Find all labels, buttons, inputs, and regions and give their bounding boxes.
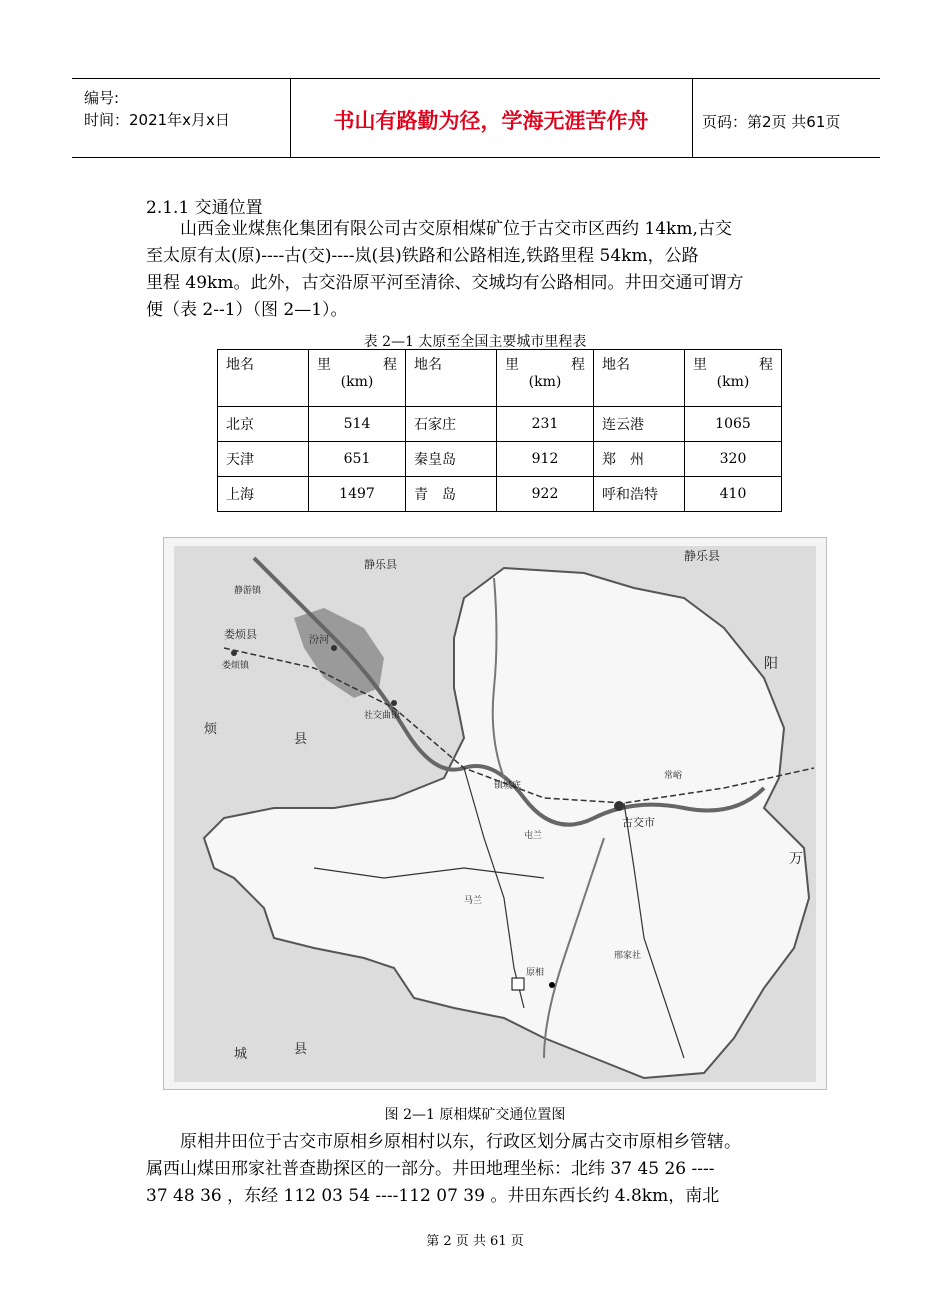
map-label-jingyou: 静游镇 — [234, 586, 262, 596]
distance-cell: 231 — [497, 407, 594, 442]
map-label-jingle-county-2: 静乐县 — [684, 549, 721, 563]
table-caption: 表 2—1 太原至全国主要城市里程表 — [363, 334, 587, 350]
header-km-unit: (km) — [528, 374, 562, 390]
map-label-xian-2: 县 — [294, 1042, 308, 1057]
map-label-fan: 烦 — [204, 722, 218, 737]
header-km-unit: (km) — [716, 374, 750, 390]
header-motto: 书山有路勤为径，学海无涯苦作舟 — [333, 109, 649, 133]
document-time-label: 时间：2021年x月x日 — [84, 111, 230, 129]
table-header-row — [218, 350, 782, 407]
map-label-loufan-town: 娄烦镇 — [222, 661, 250, 671]
mine-point-marker — [549, 982, 555, 988]
map-label-loufan-county: 娄烦县 — [224, 628, 257, 641]
distance-cell: 922 — [497, 477, 594, 512]
map-label-yuanxiang: 原相 — [526, 968, 545, 978]
map-label-cheng: 城 — [234, 1047, 248, 1062]
header-cell-km — [309, 350, 406, 407]
distance-cell: 912 — [497, 442, 594, 477]
table-row — [218, 442, 782, 477]
city-cell: 呼和浩特 — [594, 477, 685, 512]
city-cell: 秦皇岛 — [406, 442, 497, 477]
paragraph-line: 里程 49km。此外，古交沿原平河至清徐、交城均有公路相同。井田交通可谓方 — [146, 273, 744, 293]
page-footer: 第 2 页 共 61 页 — [426, 1234, 524, 1249]
header-km-right: 程 — [383, 357, 397, 373]
location-paragraph — [146, 1129, 852, 1210]
map-label-wan: 万 — [789, 851, 803, 867]
header-page-cell — [692, 79, 880, 157]
map-label-xingjiashe: 邢家社 — [614, 951, 642, 961]
paragraph-line: 原相井田位于古交市原相乡原相村以东，行政区划分属古交市原相乡管辖。 — [146, 1132, 741, 1152]
distance-cell: 651 — [309, 442, 406, 477]
header-cell-name: 地名 — [218, 350, 309, 407]
map-label-changyu: 常峪 — [664, 771, 683, 781]
town-marker — [231, 650, 237, 656]
header-page-info: 页码：第2页 共61页 — [702, 113, 841, 131]
map-label-fenhe: 汾河 — [309, 635, 329, 646]
distance-cell: 1065 — [685, 407, 782, 442]
map-label-yang: 阳 — [764, 656, 778, 672]
header-km-left: 里 — [693, 357, 707, 373]
paragraph-line: 山西金业煤焦化集团有限公司古交原相煤矿位于古交市区西约 14km,古交 — [146, 219, 732, 239]
header-meta-cell — [72, 79, 291, 157]
map-label-malan: 马兰 — [464, 896, 483, 906]
header-km-right: 程 — [571, 357, 585, 373]
city-cell: 连云港 — [594, 407, 685, 442]
section-title: 2.1.1 交通位置 — [146, 198, 263, 218]
map-label-jiaxian: 镇城底 — [494, 781, 522, 791]
map-label-gujiao-city: 古交市 — [622, 816, 655, 829]
header-km-unit: (km) — [340, 374, 374, 390]
header-km-left: 里 — [505, 357, 519, 373]
paragraph-line: 便（表 2--1）（图 2—1）。 — [146, 300, 348, 320]
table-row — [218, 407, 782, 442]
map-graphic — [164, 538, 826, 1089]
paragraph-line: 37 48 36 ，东经 112 03 54 ----112 07 39 。井田东西长约 4.8km，南北 — [146, 1186, 720, 1206]
intro-paragraph — [146, 216, 852, 324]
mileage-table — [217, 349, 782, 512]
distance-cell: 1497 — [309, 477, 406, 512]
paragraph-line: 属西山煤田邢家社普查勘探区的一部分。井田地理坐标：北纬 37 45 26 ---- — [146, 1159, 715, 1179]
distance-cell: 410 — [685, 477, 782, 512]
figure-caption: 图 2—1 原相煤矿交通位置图 — [384, 1107, 566, 1123]
header-cell-name: 地名 — [406, 350, 497, 407]
map-label-xian: 县 — [294, 732, 308, 747]
header-motto-cell — [290, 79, 693, 157]
header-cell-km — [685, 350, 782, 407]
city-cell: 郑 州 — [594, 442, 685, 477]
document-number-label: 编号: — [84, 89, 120, 107]
city-cell: 上海 — [218, 477, 309, 512]
city-cell: 天津 — [218, 442, 309, 477]
distance-cell: 320 — [685, 442, 782, 477]
header-cell-name: 地名 — [594, 350, 685, 407]
city-cell: 青 岛 — [406, 477, 497, 512]
mine-location-marker — [512, 978, 524, 990]
traffic-location-map — [163, 537, 827, 1090]
distance-cell: 514 — [309, 407, 406, 442]
map-label-shejiao: 社交曲镇 — [364, 711, 401, 721]
city-cell: 北京 — [218, 407, 309, 442]
city-cell: 石家庄 — [406, 407, 497, 442]
header-km-left: 里 — [317, 357, 331, 373]
map-label-jingle-county: 静乐县 — [364, 558, 397, 571]
table-row — [218, 477, 782, 512]
header-cell-km — [497, 350, 594, 407]
city-marker — [614, 801, 624, 811]
header-km-right: 程 — [759, 357, 773, 373]
town-marker — [331, 645, 337, 651]
map-label-tunlan: 屯兰 — [524, 831, 543, 841]
page-header — [72, 78, 880, 158]
town-marker — [391, 700, 397, 706]
paragraph-line: 至太原有太(原)----古(交)----岚(县)铁路和公路相连,铁路里程 54km，公路 — [146, 246, 699, 266]
